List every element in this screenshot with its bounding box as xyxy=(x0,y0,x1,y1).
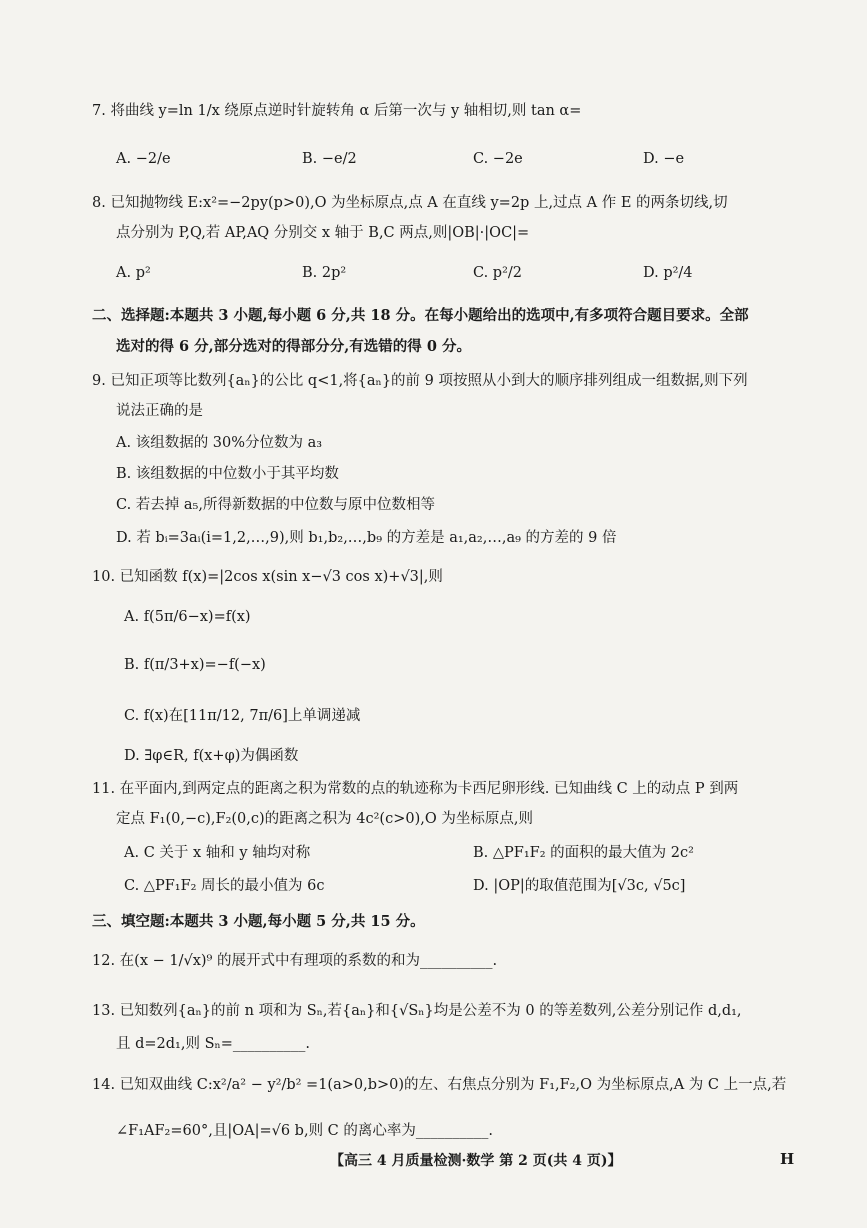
q7-option-d: D. −e xyxy=(643,151,685,167)
q11-option-d: D. |OP|的取值范围为[√3c, √5c] xyxy=(473,878,686,894)
section2-line2: 选对的得 6 分,部分选对的得部分分,有选错的得 0 分。 xyxy=(116,338,471,355)
q11-stem-line1: 11. 在平面内,到两定点的距离之积为常数的点的轨迹称为卡西尼卵形线. 已知曲线 C 上的动点 P 到两 xyxy=(92,781,739,797)
q9-option-c: C. 若去掉 a₅,所得新数据的中位数与原中位数相等 xyxy=(116,497,435,513)
section2-line1: 二、选择题:本题共 3 小题,每小题 6 分,共 18 分。在每小题给出的选项中,有多项符合题目要求。全部 xyxy=(92,307,749,324)
q8-option-a: A. p² xyxy=(116,265,151,281)
q7-stem: 7. 将曲线 y=ln 1/x 绕原点逆时针旋转角 α 后第一次与 y 轴相切,则 tan α= xyxy=(92,103,582,119)
q9-option-a: A. 该组数据的 30%分位数为 a₃ xyxy=(116,435,323,451)
q13-stem-line2: 且 d=2d₁,则 Sₙ=__________. xyxy=(116,1036,311,1052)
q7-option-b: B. −e/2 xyxy=(302,151,357,167)
q12-stem: 12. 在(x − 1/√x)⁹ 的展开式中有理项的系数的和为__________. xyxy=(92,953,498,969)
paper-code: H xyxy=(780,1150,795,1168)
q9-option-d: D. 若 bᵢ=3aᵢ(i=1,2,…,9),则 b₁,b₂,…,b₉ 的方差是 a₁,a₂,…,a₉ 的方差的 9 倍 xyxy=(116,530,617,546)
page-footer: 【高三 4 月质量检测·数学 第 2 页(共 4 页)】 xyxy=(330,1153,622,1169)
q11-option-c: C. △PF₁F₂ 周长的最小值为 6c xyxy=(124,878,325,894)
q8-option-d: D. p²/4 xyxy=(643,265,693,281)
q8-option-b: B. 2p² xyxy=(302,265,347,281)
q8-stem-line2: 点分别为 P,Q,若 AP,AQ 分别交 x 轴于 B,C 两点,则|OB|·|OC|= xyxy=(116,225,530,241)
q10-option-b: B. f(π/3+x)=−f(−x) xyxy=(124,657,266,673)
q14-stem-line1: 14. 已知双曲线 C:x²/a² − y²/b² =1(a>0,b>0)的左、右焦点分别为 F₁,F₂,O 为坐标原点,A 为 C 上一点,若 xyxy=(92,1077,787,1093)
q9-option-b: B. 该组数据的中位数小于其平均数 xyxy=(116,466,339,482)
q13-stem-line1: 13. 已知数列{aₙ}的前 n 项和为 Sₙ,若{aₙ}和{√Sₙ}均是公差不为 0 的等差数列,公差分别记作 d,d₁, xyxy=(92,1003,742,1019)
q10-stem: 10. 已知函数 f(x)=|2cos x(sin x−√3 cos x)+√3|,则 xyxy=(92,569,443,585)
q11-option-a: A. C 关于 x 轴和 y 轴均对称 xyxy=(124,845,311,861)
section3-line1: 三、填空题:本题共 3 小题,每小题 5 分,共 15 分。 xyxy=(92,913,425,930)
q7-option-a: A. −2/e xyxy=(116,151,171,167)
q10-option-c: C. f(x)在[11π/12, 7π/6]上单调递减 xyxy=(124,708,361,724)
q8-option-c: C. p²/2 xyxy=(473,265,523,281)
q10-option-d: D. ∃φ∈R, f(x+φ)为偶函数 xyxy=(124,748,299,764)
q9-stem-line2: 说法正确的是 xyxy=(116,403,203,419)
q11-stem-line2: 定点 F₁(0,−c),F₂(0,c)的距离之积为 4c²(c>0),O 为坐标原点,则 xyxy=(116,811,533,827)
q8-stem-line1: 8. 已知抛物线 E:x²=−2py(p>0),O 为坐标原点,点 A 在直线 y=2p 上,过点 A 作 E 的两条切线,切 xyxy=(92,195,728,211)
q11-option-b: B. △PF₁F₂ 的面积的最大值为 2c² xyxy=(473,845,694,861)
q9-stem-line1: 9. 已知正项等比数列{aₙ}的公比 q<1,将{aₙ}的前 9 项按照从小到大的顺序排列组成一组数据,则下列 xyxy=(92,373,748,389)
q10-option-a: A. f(5π/6−x)=f(x) xyxy=(124,609,251,625)
q7-option-c: C. −2e xyxy=(473,151,523,167)
q14-stem-line2: ∠F₁AF₂=60°,且|OA|=√6 b,则 C 的离心率为__________. xyxy=(116,1123,493,1139)
